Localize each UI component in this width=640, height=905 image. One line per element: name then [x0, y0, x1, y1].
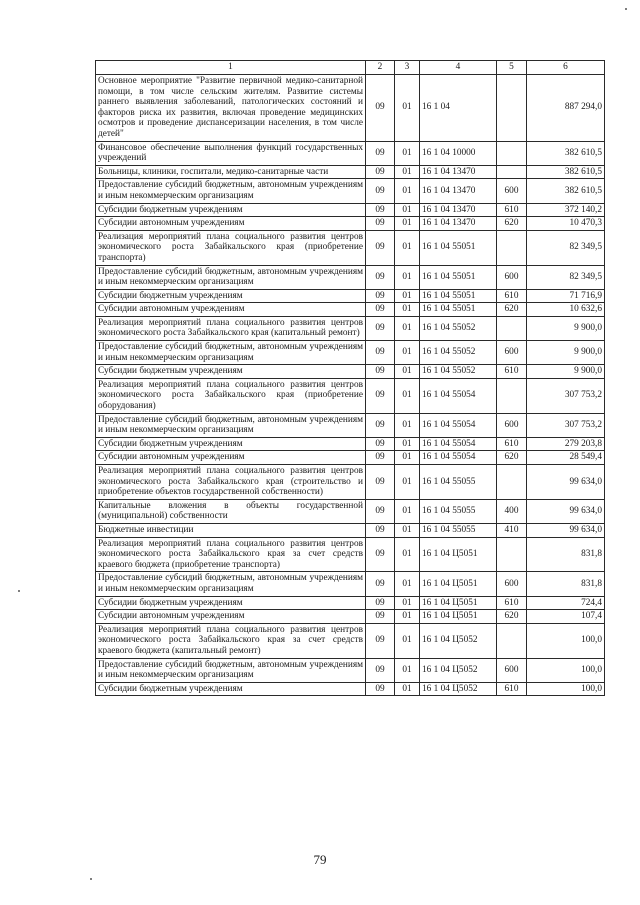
row-subsection: 01 [395, 682, 420, 696]
table-row [96, 537, 605, 572]
row-expense-type: 610 [497, 596, 527, 610]
row-section: 09 [366, 303, 395, 317]
row-target-code: 16 1 04 55052 [420, 341, 497, 365]
row-amount: 9 900,0 [527, 316, 605, 340]
row-name: Реализация мероприятий плана социального развития центров экономического роста Забайкальского края (капитальный ремонт) [96, 316, 366, 340]
row-name: Предоставление субсидий бюджетным, автономным учреждениям и иным некоммерческим организациям [96, 413, 366, 437]
row-target-code: 16 1 04 55054 [420, 378, 497, 413]
row-subsection: 01 [395, 413, 420, 437]
row-expense-type: 620 [497, 217, 527, 231]
table-row [96, 217, 605, 231]
row-target-code: 16 1 04 55055 [420, 523, 497, 537]
row-expense-type [497, 537, 527, 572]
row-target-code: 16 1 04 55055 [420, 465, 497, 500]
row-subsection: 01 [395, 217, 420, 231]
row-expense-type: 600 [497, 658, 527, 682]
table-row [96, 141, 605, 165]
row-subsection: 01 [395, 437, 420, 451]
row-subsection: 01 [395, 303, 420, 317]
row-target-code: 16 1 04 55051 [420, 289, 497, 303]
row-amount: 82 349,5 [527, 230, 605, 265]
row-name: Субсидии автономным учреждениям [96, 610, 366, 624]
row-subsection: 01 [395, 596, 420, 610]
row-expense-type: 600 [497, 413, 527, 437]
row-target-code: 16 1 04 Ц5052 [420, 658, 497, 682]
row-target-code: 16 1 04 Ц5051 [420, 572, 497, 596]
row-amount: 9 900,0 [527, 365, 605, 379]
row-subsection: 01 [395, 365, 420, 379]
row-subsection: 01 [395, 316, 420, 340]
table-row [96, 265, 605, 289]
row-expense-type [497, 316, 527, 340]
row-name: Предоставление субсидий бюджетным, автономным учреждениям и иным некоммерческим организациям [96, 265, 366, 289]
row-amount: 99 634,0 [527, 465, 605, 500]
table-row [96, 230, 605, 265]
row-target-code: 16 1 04 55052 [420, 316, 497, 340]
row-expense-type: 600 [497, 572, 527, 596]
row-target-code: 16 1 04 Ц5051 [420, 596, 497, 610]
row-target-code: 16 1 04 Ц5051 [420, 537, 497, 572]
row-section: 09 [366, 165, 395, 179]
table-row [96, 179, 605, 203]
row-section: 09 [366, 341, 395, 365]
table-body [96, 61, 605, 696]
header-col-6: 6 [527, 61, 605, 75]
scan-speck [90, 878, 92, 880]
row-section: 09 [366, 451, 395, 465]
row-subsection: 01 [395, 623, 420, 658]
table-row [96, 165, 605, 179]
row-amount: 71 716,9 [527, 289, 605, 303]
row-name: Основное мероприятие "Развитие первичной медико-санитарной помощи, в том числе сельским жителям. Развитие системы раннего выявления заболеваний, патологических состояний и факторов риска их развития, включая проведение медицинских осмотров и проведение диспансеризации населения, в том числе детей" [96, 75, 366, 142]
row-name: Субсидии бюджетным учреждениям [96, 365, 366, 379]
row-amount: 10 470,3 [527, 217, 605, 231]
row-section: 09 [366, 141, 395, 165]
row-name: Субсидии автономным учреждениям [96, 451, 366, 465]
row-target-code: 16 1 04 55054 [420, 437, 497, 451]
row-name: Субсидии автономным учреждениям [96, 303, 366, 317]
row-subsection: 01 [395, 572, 420, 596]
row-expense-type [497, 623, 527, 658]
row-name: Предоставление субсидий бюджетным, автономным учреждениям и иным некоммерческим организациям [96, 341, 366, 365]
row-name: Субсидии бюджетным учреждениям [96, 682, 366, 696]
row-amount: 307 753,2 [527, 378, 605, 413]
row-section: 09 [366, 265, 395, 289]
row-expense-type [497, 141, 527, 165]
scan-speck [18, 590, 20, 592]
row-name: Реализация мероприятий плана социального развития центров экономического роста Забайкальского края (строительство и приобретение объектов государственной собственности) [96, 465, 366, 500]
row-expense-type: 620 [497, 610, 527, 624]
table-row [96, 437, 605, 451]
header-col-5: 5 [497, 61, 527, 75]
row-subsection: 01 [395, 465, 420, 500]
row-amount: 382 610,5 [527, 141, 605, 165]
row-target-code: 16 1 04 13470 [420, 179, 497, 203]
row-subsection: 01 [395, 265, 420, 289]
row-amount: 10 632,6 [527, 303, 605, 317]
table-row [96, 623, 605, 658]
row-expense-type [497, 378, 527, 413]
row-section: 09 [366, 179, 395, 203]
table-row [96, 610, 605, 624]
row-section: 09 [366, 537, 395, 572]
row-section: 09 [366, 437, 395, 451]
row-amount: 724,4 [527, 596, 605, 610]
row-section: 09 [366, 682, 395, 696]
row-amount: 887 294,0 [527, 75, 605, 142]
row-subsection: 01 [395, 341, 420, 365]
row-section: 09 [366, 316, 395, 340]
row-subsection: 01 [395, 499, 420, 523]
row-target-code: 16 1 04 55054 [420, 413, 497, 437]
row-amount: 831,8 [527, 537, 605, 572]
table-row [96, 303, 605, 317]
row-name: Предоставление субсидий бюджетным, автономным учреждениям и иным некоммерческим организациям [96, 658, 366, 682]
row-subsection: 01 [395, 141, 420, 165]
row-section: 09 [366, 623, 395, 658]
row-name: Субсидии бюджетным учреждениям [96, 203, 366, 217]
row-expense-type: 620 [497, 451, 527, 465]
table-row [96, 451, 605, 465]
header-col-2: 2 [366, 61, 395, 75]
row-section: 09 [366, 75, 395, 142]
table-header-row [96, 61, 605, 75]
row-expense-type: 400 [497, 499, 527, 523]
row-name: Реализация мероприятий плана социального развития центров экономического роста Забайкальского края (приобретение оборудования) [96, 378, 366, 413]
row-subsection: 01 [395, 289, 420, 303]
row-section: 09 [366, 465, 395, 500]
row-expense-type: 610 [497, 203, 527, 217]
row-expense-type: 620 [497, 303, 527, 317]
row-expense-type: 610 [497, 289, 527, 303]
row-amount: 100,0 [527, 623, 605, 658]
table-row [96, 341, 605, 365]
row-amount: 9 900,0 [527, 341, 605, 365]
row-amount: 382 610,5 [527, 165, 605, 179]
table-row [96, 596, 605, 610]
row-target-code: 16 1 04 [420, 75, 497, 142]
row-name: Реализация мероприятий плана социального развития центров экономического роста Забайкальского края за счет средств краевого бюджета (приобретение транспорта) [96, 537, 366, 572]
row-amount: 382 610,5 [527, 179, 605, 203]
row-amount: 28 549,4 [527, 451, 605, 465]
row-amount: 100,0 [527, 658, 605, 682]
row-expense-type [497, 230, 527, 265]
table-row [96, 499, 605, 523]
row-amount: 82 349,5 [527, 265, 605, 289]
row-expense-type [497, 465, 527, 500]
row-expense-type [497, 75, 527, 142]
table-row [96, 682, 605, 696]
row-amount: 372 140,2 [527, 203, 605, 217]
scan-speck [625, 8, 627, 10]
header-col-3: 3 [395, 61, 420, 75]
table-row [96, 572, 605, 596]
row-target-code: 16 1 04 55051 [420, 303, 497, 317]
row-target-code: 16 1 04 10000 [420, 141, 497, 165]
row-target-code: 16 1 04 55054 [420, 451, 497, 465]
row-name: Реализация мероприятий плана социального развития центров экономического роста Забайкальского края (приобретение транспорта) [96, 230, 366, 265]
table-row [96, 289, 605, 303]
row-amount: 99 634,0 [527, 499, 605, 523]
row-expense-type: 600 [497, 341, 527, 365]
row-target-code: 16 1 04 55051 [420, 230, 497, 265]
row-section: 09 [366, 658, 395, 682]
row-section: 09 [366, 378, 395, 413]
row-amount: 307 753,2 [527, 413, 605, 437]
row-target-code: 16 1 04 Ц5051 [420, 610, 497, 624]
row-subsection: 01 [395, 523, 420, 537]
row-subsection: 01 [395, 537, 420, 572]
header-col-1: 1 [96, 61, 366, 75]
row-section: 09 [366, 572, 395, 596]
row-name: Бюджетные инвестиции [96, 523, 366, 537]
row-section: 09 [366, 289, 395, 303]
row-name: Субсидии бюджетным учреждениям [96, 437, 366, 451]
row-section: 09 [366, 230, 395, 265]
row-name: Капитальные вложения в объекты государственной (муниципальной) собственности [96, 499, 366, 523]
table-row [96, 523, 605, 537]
row-section: 09 [366, 610, 395, 624]
row-section: 09 [366, 203, 395, 217]
row-amount: 831,8 [527, 572, 605, 596]
row-subsection: 01 [395, 179, 420, 203]
row-name: Субсидии бюджетным учреждениям [96, 596, 366, 610]
row-section: 09 [366, 499, 395, 523]
row-expense-type: 600 [497, 179, 527, 203]
page-number: 79 [313, 852, 327, 867]
row-target-code: 16 1 04 13470 [420, 217, 497, 231]
row-expense-type: 600 [497, 265, 527, 289]
row-subsection: 01 [395, 658, 420, 682]
row-name: Субсидии бюджетным учреждениям [96, 289, 366, 303]
row-name: Субсидии автономным учреждениям [96, 217, 366, 231]
table-row [96, 658, 605, 682]
row-subsection: 01 [395, 230, 420, 265]
row-target-code: 16 1 04 Ц5052 [420, 623, 497, 658]
row-amount: 279 203,8 [527, 437, 605, 451]
row-target-code: 16 1 04 55052 [420, 365, 497, 379]
row-target-code: 16 1 04 13470 [420, 203, 497, 217]
table-row [96, 378, 605, 413]
row-target-code: 16 1 04 55055 [420, 499, 497, 523]
row-section: 09 [366, 413, 395, 437]
table-row [96, 365, 605, 379]
table-row [96, 316, 605, 340]
budget-table [95, 60, 605, 696]
row-subsection: 01 [395, 610, 420, 624]
row-name: Реализация мероприятий плана социального развития центров экономического роста Забайкальского края за счет средств краевого бюджета (капитальный ремонт) [96, 623, 366, 658]
row-subsection: 01 [395, 451, 420, 465]
row-section: 09 [366, 596, 395, 610]
table-row [96, 465, 605, 500]
table-row [96, 413, 605, 437]
row-subsection: 01 [395, 203, 420, 217]
row-name: Предоставление субсидий бюджетным, автономным учреждениям и иным некоммерческим организациям [96, 572, 366, 596]
table-row [96, 203, 605, 217]
table-row [96, 75, 605, 142]
row-section: 09 [366, 365, 395, 379]
row-expense-type: 610 [497, 437, 527, 451]
row-target-code: 16 1 04 13470 [420, 165, 497, 179]
row-target-code: 16 1 04 Ц5052 [420, 682, 497, 696]
row-expense-type: 610 [497, 365, 527, 379]
row-subsection: 01 [395, 378, 420, 413]
row-section: 09 [366, 217, 395, 231]
row-subsection: 01 [395, 165, 420, 179]
row-name: Финансовое обеспечение выполнения функций государственных учреждений [96, 141, 366, 165]
row-expense-type: 410 [497, 523, 527, 537]
row-expense-type: 610 [497, 682, 527, 696]
row-amount: 107,4 [527, 610, 605, 624]
row-name: Больницы, клиники, госпитали, медико-санитарные части [96, 165, 366, 179]
row-section: 09 [366, 523, 395, 537]
row-amount: 100,0 [527, 682, 605, 696]
row-target-code: 16 1 04 55051 [420, 265, 497, 289]
header-col-4: 4 [420, 61, 497, 75]
row-amount: 99 634,0 [527, 523, 605, 537]
row-subsection: 01 [395, 75, 420, 142]
row-name: Предоставление субсидий бюджетным, автономным учреждениям и иным некоммерческим организациям [96, 179, 366, 203]
row-expense-type [497, 165, 527, 179]
